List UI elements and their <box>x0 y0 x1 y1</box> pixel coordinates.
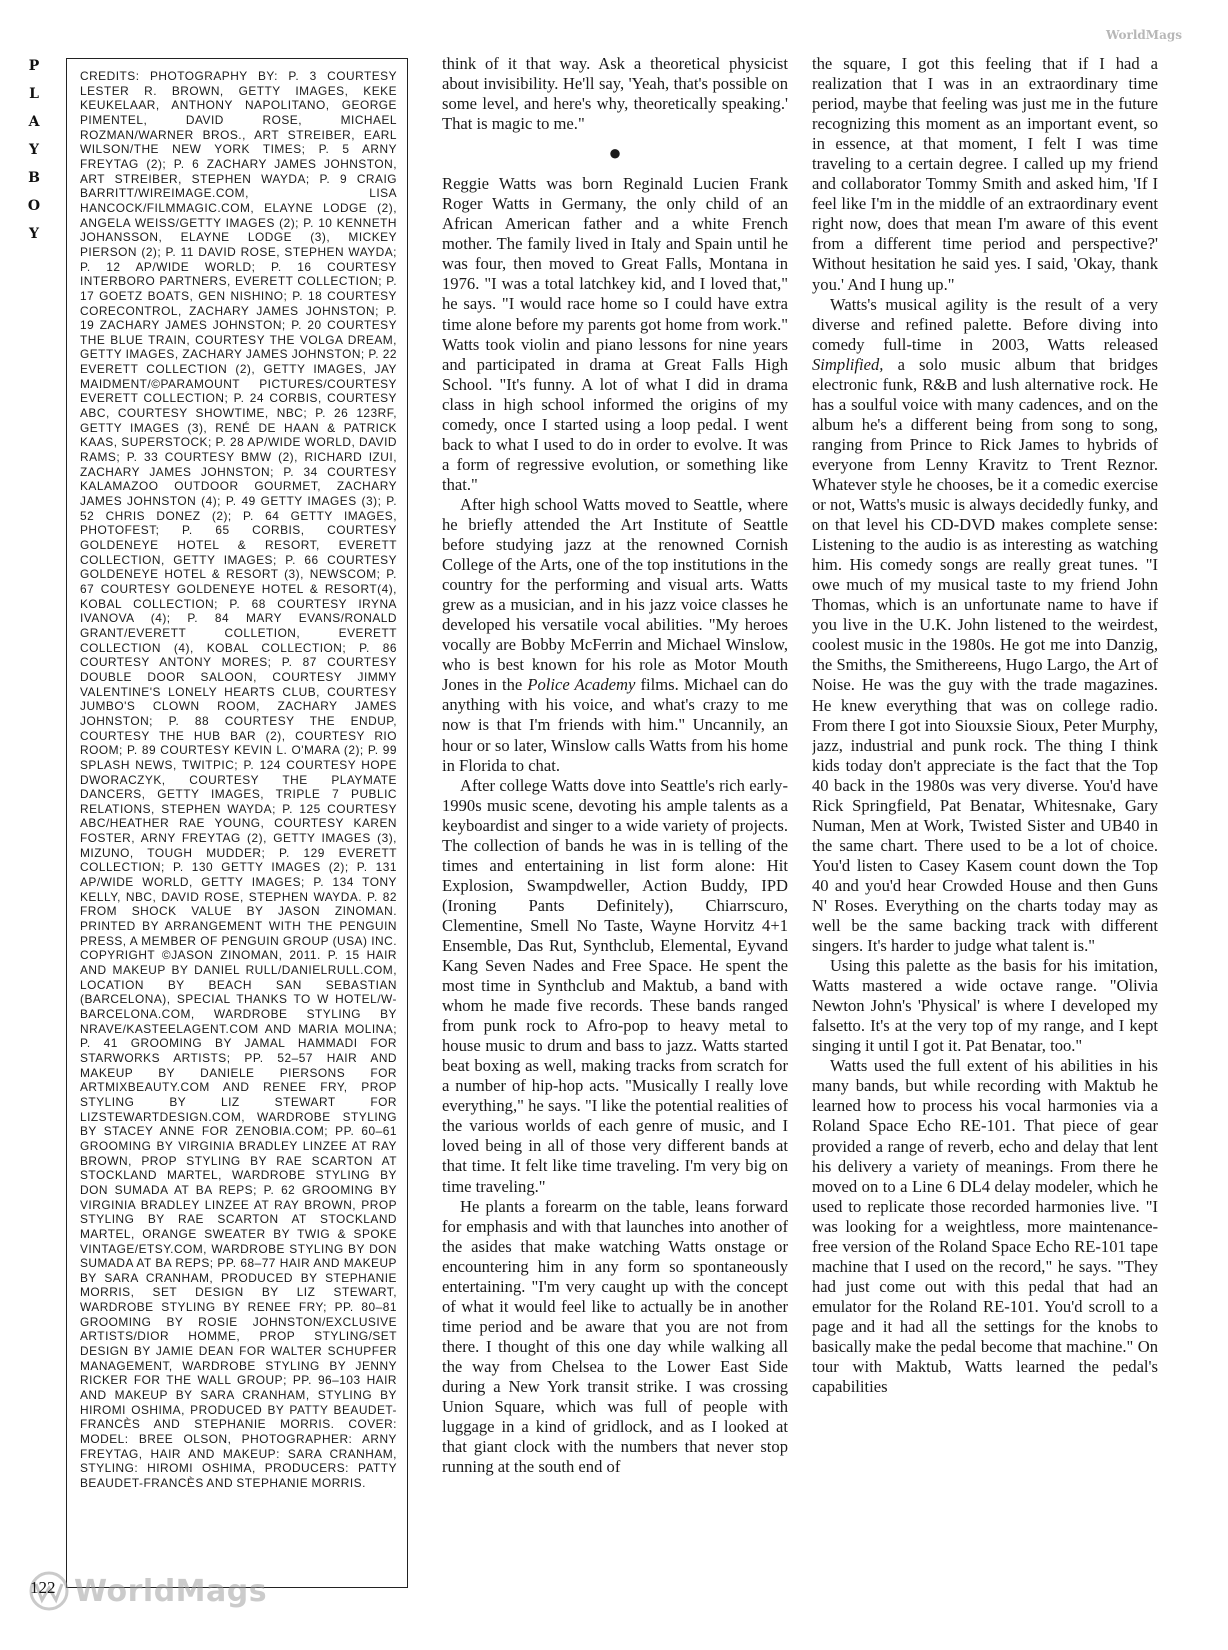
spine-letter: Y <box>29 226 39 242</box>
italic-title: Police Academy <box>527 675 636 695</box>
paragraph <box>442 495 788 776</box>
paragraph: After college Watts dove into Seattle's rich early-1990s music scene, devoting his ample talents as a keyboardist and singer to a wide variety of projects. The collection of bands he was in is telling of the times and entertaining in list form alone: Hit Explosion, Swampdweller, Action Buddy, IPD (Ironing Pants Definitely), Chiarrscuro, Clementine, Smell No Taste, Wayne Horvitz 4+1 Ensemble, Das Rut, Synthclub, Elemental, Eyvand Kang Seven Nades and Free Space. He spent the most time in Synthclub and Maktub, a band with whom he made five records. These bands ranged from punk rock to Afro-pop to heavy metal to house music to drum and bass to jazz. Watts started beat boxing as well, making tracks from scratch for a number of hip-hop acts. "Musically I really love everything," he says. "I like the potential realities of the various worlds of each genre of music, and I loved being in all of those very different bands at that time. It felt like time traveling. I'm very big on time traveling." <box>442 775 788 1196</box>
spine-letter: L <box>29 86 39 102</box>
paragraph: He plants a forearm on the table, leans forward for emphasis and with that launches into another of the asides that make watching Watts onstage or encountering him in any form so spontaneously entertaining. "I'm very caught up with the concept of what it would feel like to actually be in another time period and be aware that you are not from there. I thought of this one day while walking all the way from Chelsea to the Lower East Side during a New York transit strike. I was crossing Union Square, which was full of people with luggage in a kind of gridlock, and as I looked at that giant clock with the numbers that never stop running at the south end of <box>442 1196 788 1477</box>
magazine-spine-title <box>26 52 42 248</box>
paragraph: the square, I got this feeling that if I had a realization that I was in an extraordinary time period, maybe that feeling was just me in the future recognizing this moment as an important event, so in essence, at that moment, I felt I was time traveling to a certain degree. I called up my friend and collaborator Tommy Smith and asked him, 'If I feel like I'm in the middle of an extraordinary event right now, does that mean I'm aware of this event from a different time period and perspective?' Without hesitation he said yes. I said, 'Okay, thank you.' And I hung up." <box>812 54 1158 294</box>
credits-body: PHOTOGRAPHY BY: P. 3 COURTESY LESTER R. BROWN, GETTY IMAGES, KEKE KEUKELAAR, ANTHONY NAPOLITANO, GEORGE PIMENTEL, DAVID ROSE, MICHAEL ROZMAN/WARNER BROS., ART STREIBER, EARL WILSON/THE NEW YORK TIMES; P. 5 ARNY FREYTAG (2); P. 6 ZACHARY JAMES JOHNSTON, ART STREIBER, STEPHEN WAYDA; P. 9 CRAIG BARRITT/WIREIMAGE.COM, LISA HANCOCK/FILMMAGIC.COM, ELAYNE LODGE (2), ANGELA WEISS/GETTY IMAGES (2); P. 10 KENNETH JOHANSSON, ELAYNE LODGE (3), MICKEY PIERSON (2); P. 11 DAVID ROSE, STEPHEN WAYDA; P. 12 AP/WIDE WORLD; P. 16 COURTESY INTERBORO PARTNERS, EVERETT COLLECTION; P. 17 GOETZ BOATS, GEN NISHINO; P. 18 COURTESY CORECONTROL, ZACHARY JAMES JOHNSTON; P. 19 ZACHARY JAMES JOHNSTON; P. 20 COURTESY THE BLUE TRAIN, COURTESY THE VOLGA DREAM, GETTY IMAGES, ZACHARY JAMES JOHNSTON; P. 22 EVERETT COLLECTION (2), GETTY IMAGES, JAY MAIDMENT/©PARAMOUNT PICTURES/COURTESY EVERETT COLLECTION; P. 24 CORBIS, COURTESY ABC, COURTESY SHOWTIME, NBC; P. 26 123RF, GETTY IMAGES (3), RENÉ DE HAAN & PATRICK KAAS, SUPERSTOCK; P. 28 AP/WIDE WORLD, DAVID RAMS; P. 33 COURTESY BMW (2), RICHARD IZUI, ZACHARY JAMES JOHNSTON; P. 34 COURTESY KALAMAZOO OUTDOOR GOURMET, ZACHARY JAMES JOHNSTON (4); P. 49 GETTY IMAGES (3); P. 52 CHRIS DONEZ (2); P. 64 GETTY IMAGES, PHOTOFEST; P. 65 CORBIS, COURTESY GOLDENEYE HOTEL & RESORT, EVERETT COLLECTION, GETTY IMAGES; P. 66 COURTESY GOLDENEYE HOTEL & RESORT (3), NEWSCOM; P. 67 COURTESY GOLDENEYE HOTEL & RESORT(4), KOBAL COLLECTION; P. 68 COURTESY IRYNA IVANOVA (4); P. 84 MARY EVANS/RONALD GRANT/EVERETT COLLETION, EVERETT COLLECTION (4), KOBAL COLLECTION; P. 86 COURTESY ANTONY MORES; P. 87 COURTESY DOUBLE DOOR SALOON, COURTESY JIMMY VALENTINE'S LONELY HEARTS CLUB, COURTESY JUMBO'S CLOWN ROOM, ZACHARY JAMES JOHNSTON; P. 88 COURTESY THE ENDUP, COURTESY THE HUB BAR (2), COURTESY RIO ROOM; P. 89 COURTESY KEVIN L. O'MARA (2); P. 99 SPLASH NEWS, TWITPIC; P. 124 COURTESY HOPE DWORACZYK, COURTESY THE PLAYMATE DANCERS, GETTY IMAGES, TRIPLE 7 PUBLIC RELATIONS, STEPHEN WAYDA; P. 125 COURTESY ABC/HEATHER RAE YOUNG, COURTESY KAREN FOSTER, ARNY FREYTAG (2), GETTY IMAGES (3), MIZUNO, TOUGH MUDDER; P. 129 EVERETT COLLECTION; P. 130 GETTY IMAGES (2); P. 131 AP/WIDE WORLD, GETTY IMAGES; P. 134 TONY KELLY, NBC, DAVID ROSE, STEPHEN WAYDA. P. 82 FROM SHOCK VALUE BY JASON ZINOMAN. PRINTED BY ARRANGEMENT WITH THE PENGUIN PRESS, A MEMBER OF PENGUIN GROUP (USA) INC. COPYRIGHT ©JASON ZINOMAN, 2011. P. 15 HAIR AND MAKEUP BY DANIEL RULL/DANIELRULL.COM, LOCATION BY BEACH SAN SEBASTIAN (BARCELONA), SPECIAL THANKS TO W HOTEL/W-BARCELONA.COM, WARDROBE STYLING BY NRAVE/KASTEELAGENT.COM AND MARIA MOLINA; P. 41 GROOMING BY JAMAL HAMMADI FOR STARWORKS ARTISTS; PP. 52–57 HAIR AND MAKEUP BY DANIELE PIERSONS FOR ARTMIXBEAUTY.COM AND RENEE FRY, PROP STYLING BY LIZ STEWART FOR LIZSTEWARTDESIGN.COM, WARDROBE STYLING BY STACEY ANNE FOR ZENOBIA.COM; PP. 60–61 GROOMING BY VIRGINIA BRADLEY LINZEE AT RAY BROWN, PROP STYLING BY RAE SCARTON AT STOCKLAND MARTEL, WARDROBE STYLING BY DON SUMADA AT BA REPS; P. 62 GROOMING BY VIRGINIA BRADLEY LINZEE AT RAY BROWN, PROP STYLING BY RAE SCARTON AT STOCKLAND MARTEL, ORANGE SWEATER BY TWIG & SPOKE VINTAGE/ETSY.COM, WARDROBE STYLING BY DON SUMADA AT BA REPS; PP. 68–77 HAIR AND MAKEUP BY SARA CRANHAM, PRODUCED BY STEPHANIE MORRIS, SET DESIGN BY LIZ STEWART, WARDROBE STYLING BY RENEE FRY; PP. 80–81 GROOMING BY ROSIE JOHNSTON/EXCLUSIVE ARTISTS/DIOR HOMME, PROP STYLING/SET DESIGN BY JAMIE DEAN FOR WALTER SCHUPFER MANAGEMENT, WARDROBE STYLING BY JENNY RICKER FOR THE WALL GROUP; PP. 96–103 HAIR AND MAKEUP BY SARA CRANHAM, STYLING BY HIROMI OSHIMA, PRODUCED BY PATTY BEAUDET-FRANCÈS AND STEPHANIE MORRIS. COVER: MODEL: BREE OLSON, PHOTOGRAPHER: ARNY FREYTAG, HAIR AND MAKEUP: SARA CRANHAM, STYLING: HIROMI OSHIMA, PRODUCERS: PATTY BEAUDET-FRANCÈS AND STEPHANIE MORRIS. <box>80 69 397 1490</box>
credits-box <box>66 58 408 1588</box>
text-run: Watts's musical agility is the result of a very diverse and refined palette. Before diving into comedy full-time in 2003, Watts released <box>812 294 1158 354</box>
spine-letter: A <box>28 114 40 130</box>
text-run: films. Michael can do anything with his voice, and what's crazy to me now is that I'm friends with him." Uncannily, an hour or so later, Winslow calls Watts from his home in Florida to chat. <box>442 675 788 775</box>
watermark-top: WorldMags <box>1106 28 1182 42</box>
text-run: a solo music album that bridges electronic funk, R&B and lush alternative rock. He has a soulful voice with many cadences, and on the album he's a different being from song to song, ranging from Prince to Rick James to hybrids of everyone from Lenny Kravitz to Trent Reznor. Whatever style he chooses, be it a comedic exercise or not, Watts's music is always decidedly funky, and on that level his CD-DVD makes complete sense: Listening to the audio is as interesting as watching him. His comedy songs are really great tunes. "I owe much of my musical taste to my friend John Thomas, which is an unfortunate name to have if you live in the U.K. John listened to the weirdest, coolest music in the 1980s. He got me into Danzig, the Smiths, the Smithereens, Hugo Largo, the Art of Noise. He was the guy with the trade magazines. He knew everything that was on college radio. From there I got into Siouxsie Sioux, Peter Murphy, jazz, industrial and punk rock. The thing I think kids today don't appreciate is the fact that the Top 40 back in the 1980s was very diverse. You'd have Rick Springfield, Pat Benatar, Whitesnake, Gary Numan, Men at Work, Twisted Sister and UB40 in the same chart. There used to be a lot of choice. You'd listen to Casey Kasem count down the Top 40 and you'd hear Crowded House and then Guns N' Roses. Everything on the charts today may as well be the same backing track with different singers. It's harder to judge what talent is." <box>812 354 1158 956</box>
paragraph: Reggie Watts was born Reginald Lucien Frank Roger Watts in Germany, the only child of an African American father and a white French mother. The family lived in Italy and Spain until he was four, then moved to Great Falls, Montana in 1976. "I was a total latchkey kid, and I loved that," he says. "I would race home so I could have extra time alone before my parents got home from work." Watts took violin and piano lessons for nine years and participated in drama at Great Falls High School. "It's funny. A lot of what I did in drama class in high school informed the origins of my comedy, once I started using a loop pedal. I went back to what I used to do in order to evolve. It was a form of regressive evolution, or something like that." <box>442 174 788 494</box>
article-column-1 <box>442 54 788 1614</box>
paragraph: Using this palette as the basis for his imitation, Watts mastered a wide octave range. "Olivia Newton John's 'Physical' is where I developed my falsetto. It's at the very top of my range, and I kept singing it until I got it. Pat Benatar, too." <box>812 956 1158 1056</box>
spine-letter: Y <box>29 142 39 158</box>
paragraph: Watts used the full extent of his abilities in his many bands, but while recording with Maktub he learned how to process his vocal harmonies via a Roland Space Echo RE-101. That piece of gear provided a range of reverb, echo and delay that lent his delivery a variety of meanings. From there he moved on to a Line 6 DL4 delay modeler, which he used to replicate those recorded harmonies live. "I was looking for a weightless, more maintenance-free version of the Roland Space Echo RE-101 tape machine that I used on the record," he says. "They had just come out with this pedal that had an emulator for the Roland RE-101. You'd scroll to a page and it had all the settings for the knobs to basically make the pedal become that machine." On tour with Maktub, Watts learned the pedal's capabilities <box>812 1056 1158 1397</box>
spine-letter: B <box>28 170 40 186</box>
watermark-bottom <box>28 1566 288 1616</box>
page-number: 122 <box>30 1578 56 1597</box>
paragraph: think of it that way. Ask a theoretical physicist about invisibility. He'll say, 'Yeah, that's possible on some level, and here's why, theoretically speaking.' That is magic to me." <box>442 54 788 134</box>
paragraph <box>812 295 1158 957</box>
credits-label: CREDITS: <box>80 69 140 83</box>
section-separator-bullet: ● <box>608 140 622 166</box>
article-column-2 <box>812 54 1158 1614</box>
watermark-text: WorldMags <box>74 1573 268 1609</box>
spine-letter: O <box>27 198 41 214</box>
italic-title: Simplified, <box>812 354 884 374</box>
spine-letter: P <box>28 58 40 74</box>
text-run: After high school Watts moved to Seattle, where he briefly attended the Art Institute of Seattle before studying jazz at the renowned Cornish College of the Arts, one of the top institutions in the country for the performing and visual arts. Watts grew as a musician, and in his jazz voice classes he developed his versatile vocal abilities. "My heroes vocally are Bobby McFerrin and Michael Winslow, who is best known for his role as Motor Mouth Jones in the <box>442 494 788 695</box>
credits-text <box>80 69 397 1491</box>
